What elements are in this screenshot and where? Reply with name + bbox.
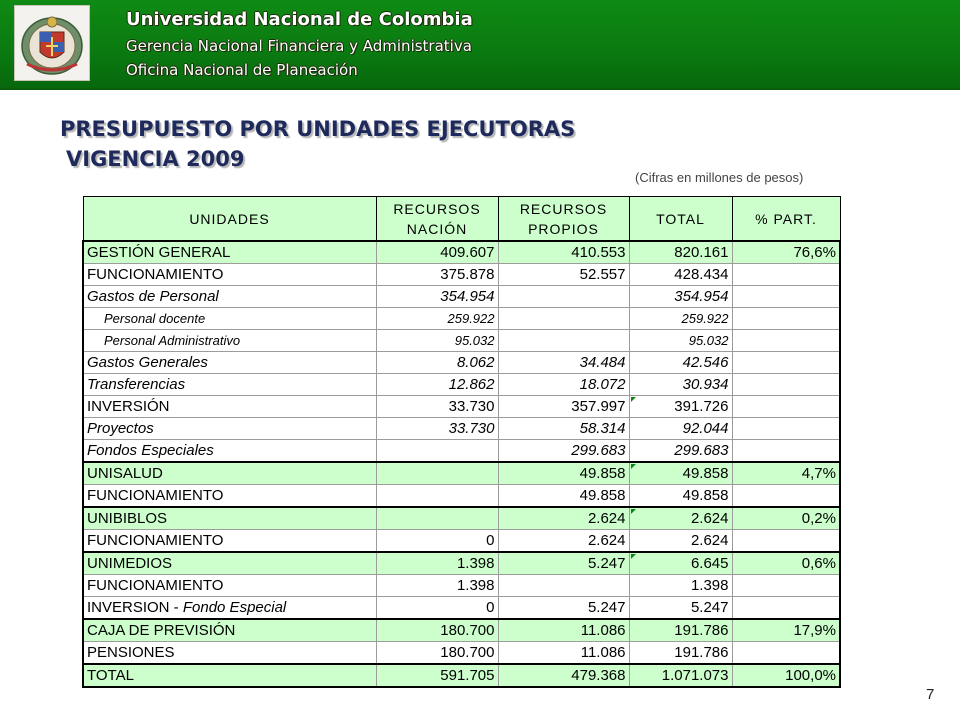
comment-marker-icon — [631, 509, 636, 514]
cell-text: 11.086 — [580, 622, 626, 639]
value-cell — [629, 552, 732, 575]
column-header — [629, 197, 732, 242]
table-row — [83, 597, 840, 620]
cell-text: 375.878 — [440, 266, 495, 283]
cell-text: UNISALUD — [87, 465, 163, 482]
value-cell — [629, 462, 732, 485]
row-label-cell — [83, 418, 376, 440]
table-row — [83, 619, 840, 642]
cell-text: UNIBIBLOS — [87, 510, 168, 527]
value-cell — [498, 308, 629, 330]
cell-text: 17,9% — [793, 622, 836, 639]
row-label-cell — [83, 308, 376, 330]
value-cell — [629, 440, 732, 463]
value-cell — [629, 286, 732, 308]
table-header-row — [83, 197, 840, 242]
column-header-text: TOTAL — [656, 210, 705, 227]
cell-text: 354.954 — [674, 288, 729, 305]
value-cell — [732, 241, 840, 264]
value-cell — [629, 352, 732, 374]
budget-table — [82, 196, 841, 688]
column-header-text: PROPIOS — [528, 220, 599, 237]
cell-text: INVERSION - — [87, 599, 183, 616]
cell-text: 180.700 — [440, 622, 495, 639]
cell-text: 49.858 — [579, 465, 626, 482]
cell-text: GESTIÓN GENERAL — [87, 244, 231, 261]
cell-text: 52.557 — [579, 266, 626, 283]
cell-text: 12.862 — [448, 376, 495, 393]
value-cell — [732, 575, 840, 597]
university-name: Universidad Nacional de Colombia — [126, 9, 473, 30]
value-cell — [498, 552, 629, 575]
cell-text: 1.398 — [456, 555, 495, 572]
value-cell — [498, 396, 629, 418]
value-cell — [376, 507, 498, 530]
value-cell — [732, 642, 840, 665]
column-header-text: RECURSOS — [393, 200, 481, 217]
value-cell — [376, 552, 498, 575]
cell-text: 299.683 — [571, 442, 626, 459]
cell-text: Proyectos — [87, 420, 154, 437]
cell-text: 591.705 — [440, 667, 495, 684]
value-cell — [629, 396, 732, 418]
cell-text: 49.858 — [579, 487, 626, 504]
row-label-cell — [83, 507, 376, 530]
header-banner — [0, 0, 960, 88]
table-row — [83, 264, 840, 286]
cell-text: 18.072 — [579, 376, 626, 393]
value-cell — [732, 485, 840, 508]
value-cell — [498, 440, 629, 463]
cell-text: TOTAL — [87, 667, 134, 684]
university-crest-logo — [14, 5, 90, 81]
cell-text: FUNCIONAMIENTO — [87, 266, 224, 283]
value-cell — [376, 308, 498, 330]
cell-text: 33.730 — [448, 398, 495, 415]
cell-text: 5.247 — [587, 599, 626, 616]
row-label-cell — [83, 286, 376, 308]
table-row — [83, 507, 840, 530]
cell-text: 357.997 — [571, 398, 626, 415]
value-cell — [498, 485, 629, 508]
cell-text: 95.032 — [688, 333, 729, 348]
column-header-text: UNIDADES — [189, 210, 270, 227]
cell-text: 180.700 — [440, 644, 495, 661]
row-label-cell — [83, 575, 376, 597]
value-cell — [629, 507, 732, 530]
value-cell — [732, 597, 840, 620]
row-label-cell — [83, 619, 376, 642]
table-row — [83, 440, 840, 463]
value-cell — [376, 485, 498, 508]
value-cell — [732, 619, 840, 642]
cell-text: 410.553 — [571, 244, 626, 261]
cell-text: 1.398 — [456, 577, 495, 594]
row-label-cell — [83, 264, 376, 286]
value-cell — [629, 642, 732, 665]
cell-text: 1.071.073 — [661, 667, 729, 684]
value-cell — [629, 241, 732, 264]
table-row — [83, 286, 840, 308]
cell-text: Gastos Generales — [87, 354, 208, 371]
cell-text: INVERSIÓN — [87, 398, 170, 415]
table-row — [83, 462, 840, 485]
value-cell — [629, 418, 732, 440]
column-header-text: % PART. — [755, 210, 817, 227]
table-row — [83, 575, 840, 597]
cell-text: 58.314 — [579, 420, 626, 437]
cell-text: 259.922 — [681, 311, 729, 326]
value-cell — [629, 597, 732, 620]
cell-text-suffix: Fondo Especial — [182, 599, 287, 616]
budget-table-body — [83, 197, 840, 688]
table-row — [83, 485, 840, 508]
value-cell — [732, 664, 840, 687]
page-title: PRESUPUESTO POR UNIDADES EJECUTORAS — [60, 117, 576, 141]
value-cell — [498, 241, 629, 264]
row-label-cell — [83, 396, 376, 418]
cell-text: Personal docente — [104, 311, 206, 326]
header-divider — [0, 88, 960, 90]
department-name: Gerencia Nacional Financiera y Administrativa — [126, 37, 472, 55]
value-cell — [376, 286, 498, 308]
row-label-cell — [83, 374, 376, 396]
cell-text: FUNCIONAMIENTO — [87, 577, 224, 594]
value-cell — [629, 664, 732, 687]
units-note: (Cifras en millones de pesos) — [635, 170, 804, 185]
cell-text: 8.062 — [456, 354, 495, 371]
cell-text: 95.032 — [454, 333, 495, 348]
comment-marker-icon — [631, 464, 636, 469]
row-label-cell — [83, 485, 376, 508]
cell-text: 4,7% — [801, 465, 836, 482]
value-cell — [732, 462, 840, 485]
value-cell — [629, 308, 732, 330]
cell-text: 5.247 — [690, 599, 729, 616]
value-cell — [376, 642, 498, 665]
value-cell — [376, 396, 498, 418]
cell-text: 76,6% — [793, 244, 836, 261]
cell-text: 479.368 — [571, 667, 626, 684]
row-label-cell — [83, 530, 376, 553]
value-cell — [732, 507, 840, 530]
row-label-cell — [83, 642, 376, 665]
value-cell — [732, 440, 840, 463]
value-cell — [376, 440, 498, 463]
column-header — [498, 197, 629, 242]
comment-marker-icon — [631, 397, 636, 402]
row-label-cell — [83, 330, 376, 352]
row-label-cell — [83, 352, 376, 374]
value-cell — [629, 330, 732, 352]
value-cell — [629, 575, 732, 597]
value-cell — [498, 530, 629, 553]
cell-text: UNIMEDIOS — [87, 555, 173, 572]
value-cell — [732, 530, 840, 553]
cell-text: 2.624 — [690, 532, 729, 549]
value-cell — [498, 264, 629, 286]
cell-text: 409.607 — [440, 244, 495, 261]
cell-text: 49.858 — [682, 465, 729, 482]
cell-text: 5.247 — [587, 555, 626, 572]
page-subtitle: VIGENCIA 2009 — [66, 147, 245, 171]
value-cell — [498, 330, 629, 352]
cell-text: CAJA DE PREVISIÓN — [87, 622, 236, 639]
value-cell — [732, 330, 840, 352]
cell-text: 428.434 — [674, 266, 729, 283]
row-label-cell — [83, 597, 376, 620]
value-cell — [629, 530, 732, 553]
row-label-cell — [83, 440, 376, 463]
cell-text: 354.954 — [440, 288, 495, 305]
value-cell — [376, 619, 498, 642]
cell-text: 92.044 — [682, 420, 729, 437]
value-cell — [498, 374, 629, 396]
column-header — [376, 197, 498, 242]
table-row — [83, 330, 840, 352]
row-label-cell — [83, 664, 376, 687]
cell-text: 49.858 — [682, 487, 729, 504]
table-row — [83, 396, 840, 418]
value-cell — [376, 241, 498, 264]
table-row — [83, 418, 840, 440]
cell-text: 391.726 — [674, 398, 729, 415]
value-cell — [376, 330, 498, 352]
value-cell — [498, 619, 629, 642]
cell-text: 34.484 — [579, 354, 626, 371]
table-row — [83, 642, 840, 665]
column-header — [83, 197, 376, 242]
cell-text: 11.086 — [580, 644, 626, 661]
cell-text: 2.624 — [587, 532, 626, 549]
cell-text: PENSIONES — [87, 644, 175, 661]
value-cell — [498, 642, 629, 665]
cell-text: 820.161 — [674, 244, 729, 261]
table-row — [83, 374, 840, 396]
value-cell — [376, 374, 498, 396]
cell-text: 30.934 — [682, 376, 729, 393]
value-cell — [498, 418, 629, 440]
value-cell — [498, 597, 629, 620]
crest-icon — [15, 6, 89, 80]
value-cell — [732, 552, 840, 575]
row-label-cell — [83, 241, 376, 264]
cell-text: Transferencias — [87, 376, 186, 393]
value-cell — [376, 462, 498, 485]
cell-text: FUNCIONAMIENTO — [87, 487, 224, 504]
cell-text: 6.645 — [690, 555, 729, 572]
value-cell — [629, 619, 732, 642]
value-cell — [732, 396, 840, 418]
value-cell — [629, 485, 732, 508]
table-row — [83, 530, 840, 553]
cell-text: 0,2% — [801, 510, 836, 527]
office-name: Oficina Nacional de Planeación — [126, 61, 358, 79]
value-cell — [498, 507, 629, 530]
value-cell — [732, 352, 840, 374]
table-row — [83, 664, 840, 687]
value-cell — [376, 575, 498, 597]
value-cell — [498, 286, 629, 308]
cell-text: 1.398 — [690, 577, 729, 594]
column-header-text: RECURSOS — [519, 200, 608, 217]
cell-text: FUNCIONAMIENTO — [87, 532, 224, 549]
value-cell — [498, 352, 629, 374]
cell-text: 2.624 — [587, 510, 626, 527]
column-header — [732, 197, 840, 242]
cell-text: 100,0% — [785, 667, 836, 684]
value-cell — [732, 264, 840, 286]
cell-text: 42.546 — [682, 354, 729, 371]
page-number: 7 — [926, 686, 935, 703]
table-row — [83, 241, 840, 264]
value-cell — [732, 418, 840, 440]
value-cell — [498, 462, 629, 485]
cell-text: 0,6% — [801, 555, 836, 572]
cell-text: 299.683 — [674, 442, 729, 459]
table-row — [83, 352, 840, 374]
row-label-cell — [83, 552, 376, 575]
cell-text: Fondos Especiales — [87, 442, 214, 459]
cell-text: 191.786 — [674, 622, 729, 639]
table-row — [83, 552, 840, 575]
cell-text: 0 — [486, 599, 495, 616]
cell-text: Personal Administrativo — [104, 333, 241, 348]
value-cell — [498, 575, 629, 597]
value-cell — [732, 308, 840, 330]
value-cell — [629, 264, 732, 286]
cell-text: Gastos de Personal — [87, 288, 219, 305]
table-row — [83, 308, 840, 330]
value-cell — [376, 418, 498, 440]
row-label-cell — [83, 462, 376, 485]
cell-text: 2.624 — [690, 510, 729, 527]
cell-text: 259.922 — [447, 311, 495, 326]
cell-text: 33.730 — [448, 420, 495, 437]
value-cell — [732, 286, 840, 308]
cell-text: 191.786 — [674, 644, 729, 661]
value-cell — [376, 264, 498, 286]
value-cell — [376, 530, 498, 553]
value-cell — [376, 664, 498, 687]
value-cell — [629, 374, 732, 396]
value-cell — [498, 664, 629, 687]
value-cell — [732, 374, 840, 396]
cell-text: 0 — [486, 532, 495, 549]
value-cell — [376, 352, 498, 374]
comment-marker-icon — [631, 554, 636, 559]
value-cell — [376, 597, 498, 620]
column-header-text: NACIÓN — [406, 220, 468, 237]
